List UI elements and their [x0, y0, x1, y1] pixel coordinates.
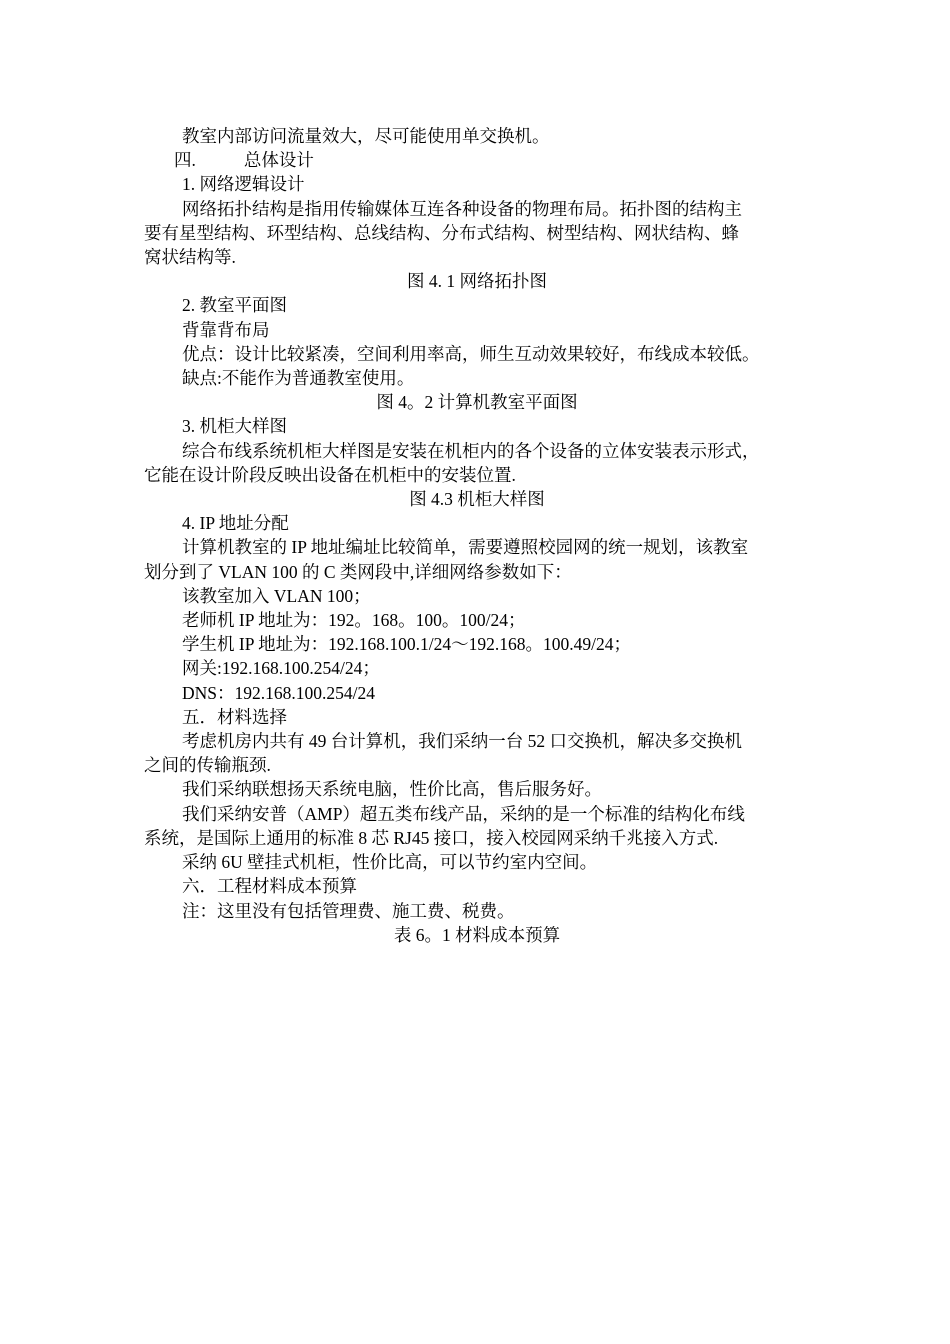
- section-heading-materials: 五．材料选择: [182, 706, 287, 727]
- figure-caption-4-3: 图 4.3 机柜大样图: [409, 489, 545, 510]
- paragraph-line: 之间的传输瓶颈.: [144, 755, 271, 776]
- paragraph-line: 划分到了 VLAN 100 的 C 类网段中,详细网络参数如下：: [144, 561, 572, 582]
- figure-caption-4-2: 图 4。2 计算机教室平面图: [376, 392, 578, 413]
- layout-pros: 优点：设计比较紧凑，空间利用率高，师生互动效果较好，布线成本较低。: [182, 343, 760, 364]
- subheading-ip-allocation: 4. IP 地址分配: [182, 513, 289, 534]
- paragraph-cabinet-choice: 采纳 6U 壁挂式机柜，性价比高，可以节约室内空间。: [182, 852, 598, 873]
- section-title: 总体设计: [243, 150, 314, 171]
- paragraph-switch: [144, 729, 810, 777]
- paragraph-line: 要有星型结构、环型结构、总线结构、分布式结构、树型结构、网状结构、蜂: [144, 222, 739, 243]
- ip-vlan: 该教室加入 VLAN 100；: [182, 585, 371, 606]
- paragraph-ip-plan: [144, 535, 810, 583]
- paragraph-topology: [144, 197, 810, 270]
- ip-students: 学生机 IP 地址为：192.168.100.1/24～192.168。100.49/24；: [182, 634, 632, 655]
- paragraph-traffic-note: 教室内部访问流量效大，尽可能使用单交换机。: [182, 126, 550, 146]
- budget-note: 注：这里没有包括管理费、施工费、税费。: [182, 900, 515, 921]
- subheading-classroom-plan: 2. 教室平面图: [182, 295, 287, 316]
- ip-teacher: 老师机 IP 地址为：192。168。100。100/24；: [182, 610, 526, 631]
- paragraph-computers: 我们采纳联想扬天系统电脑，性价比高，售后服务好。: [182, 779, 602, 800]
- paragraph-line: 计算机教室的 IP 地址编址比较简单，需要遵照校园网的统一规划，该教室: [182, 537, 749, 558]
- paragraph-line: 我们采纳安普（AMP）超五类布线产品，采纳的是一个标准的结构化布线: [182, 803, 745, 824]
- paragraph-line: 系统，是国际上通用的标准 8 芯 RJ45 接口，接入校园网采纳千兆接入方式.: [144, 827, 719, 848]
- section-heading-overall-design: [144, 148, 810, 172]
- paragraph-line: 网络拓扑结构是指用传输媒体互连各种设备的物理布局。拓扑图的结构主: [182, 198, 742, 219]
- section-number: 四.: [174, 150, 196, 171]
- subheading-cabinet-diagram: 3. 机柜大样图: [182, 416, 287, 437]
- document-body: [144, 124, 810, 947]
- paragraph-line: 窝状结构等.: [144, 247, 236, 268]
- paragraph-line: 考虑机房内共有 49 台计算机，我们采纳一台 52 口交换机，解决多交换机: [182, 731, 742, 752]
- paragraph-line: 它能在设计阶段反映出设备在机柜中的安装位置.: [144, 464, 516, 485]
- ip-dns: DNS：192.168.100.254/24: [182, 682, 375, 703]
- paragraph-cabling: [144, 802, 810, 850]
- subheading-logical-design: 1. 网络逻辑设计: [182, 174, 305, 195]
- table-caption-6-1: 表 6。1 材料成本预算: [393, 924, 561, 945]
- paragraph-line: 综合布线系统机柜大样图是安装在机柜内的各个设备的立体安装表示形式，: [182, 440, 760, 461]
- layout-name: 背靠背布局: [182, 319, 270, 340]
- figure-caption-4-1: 图 4. 1 网络拓扑图: [407, 271, 547, 292]
- ip-gateway: 网关:192.168.100.254/24；: [182, 658, 380, 679]
- paragraph-cabinet: [144, 439, 810, 487]
- section-heading-cost-budget: 六．工程材料成本预算: [182, 876, 357, 897]
- layout-cons: 缺点:不能作为普通教室使用。: [182, 368, 415, 389]
